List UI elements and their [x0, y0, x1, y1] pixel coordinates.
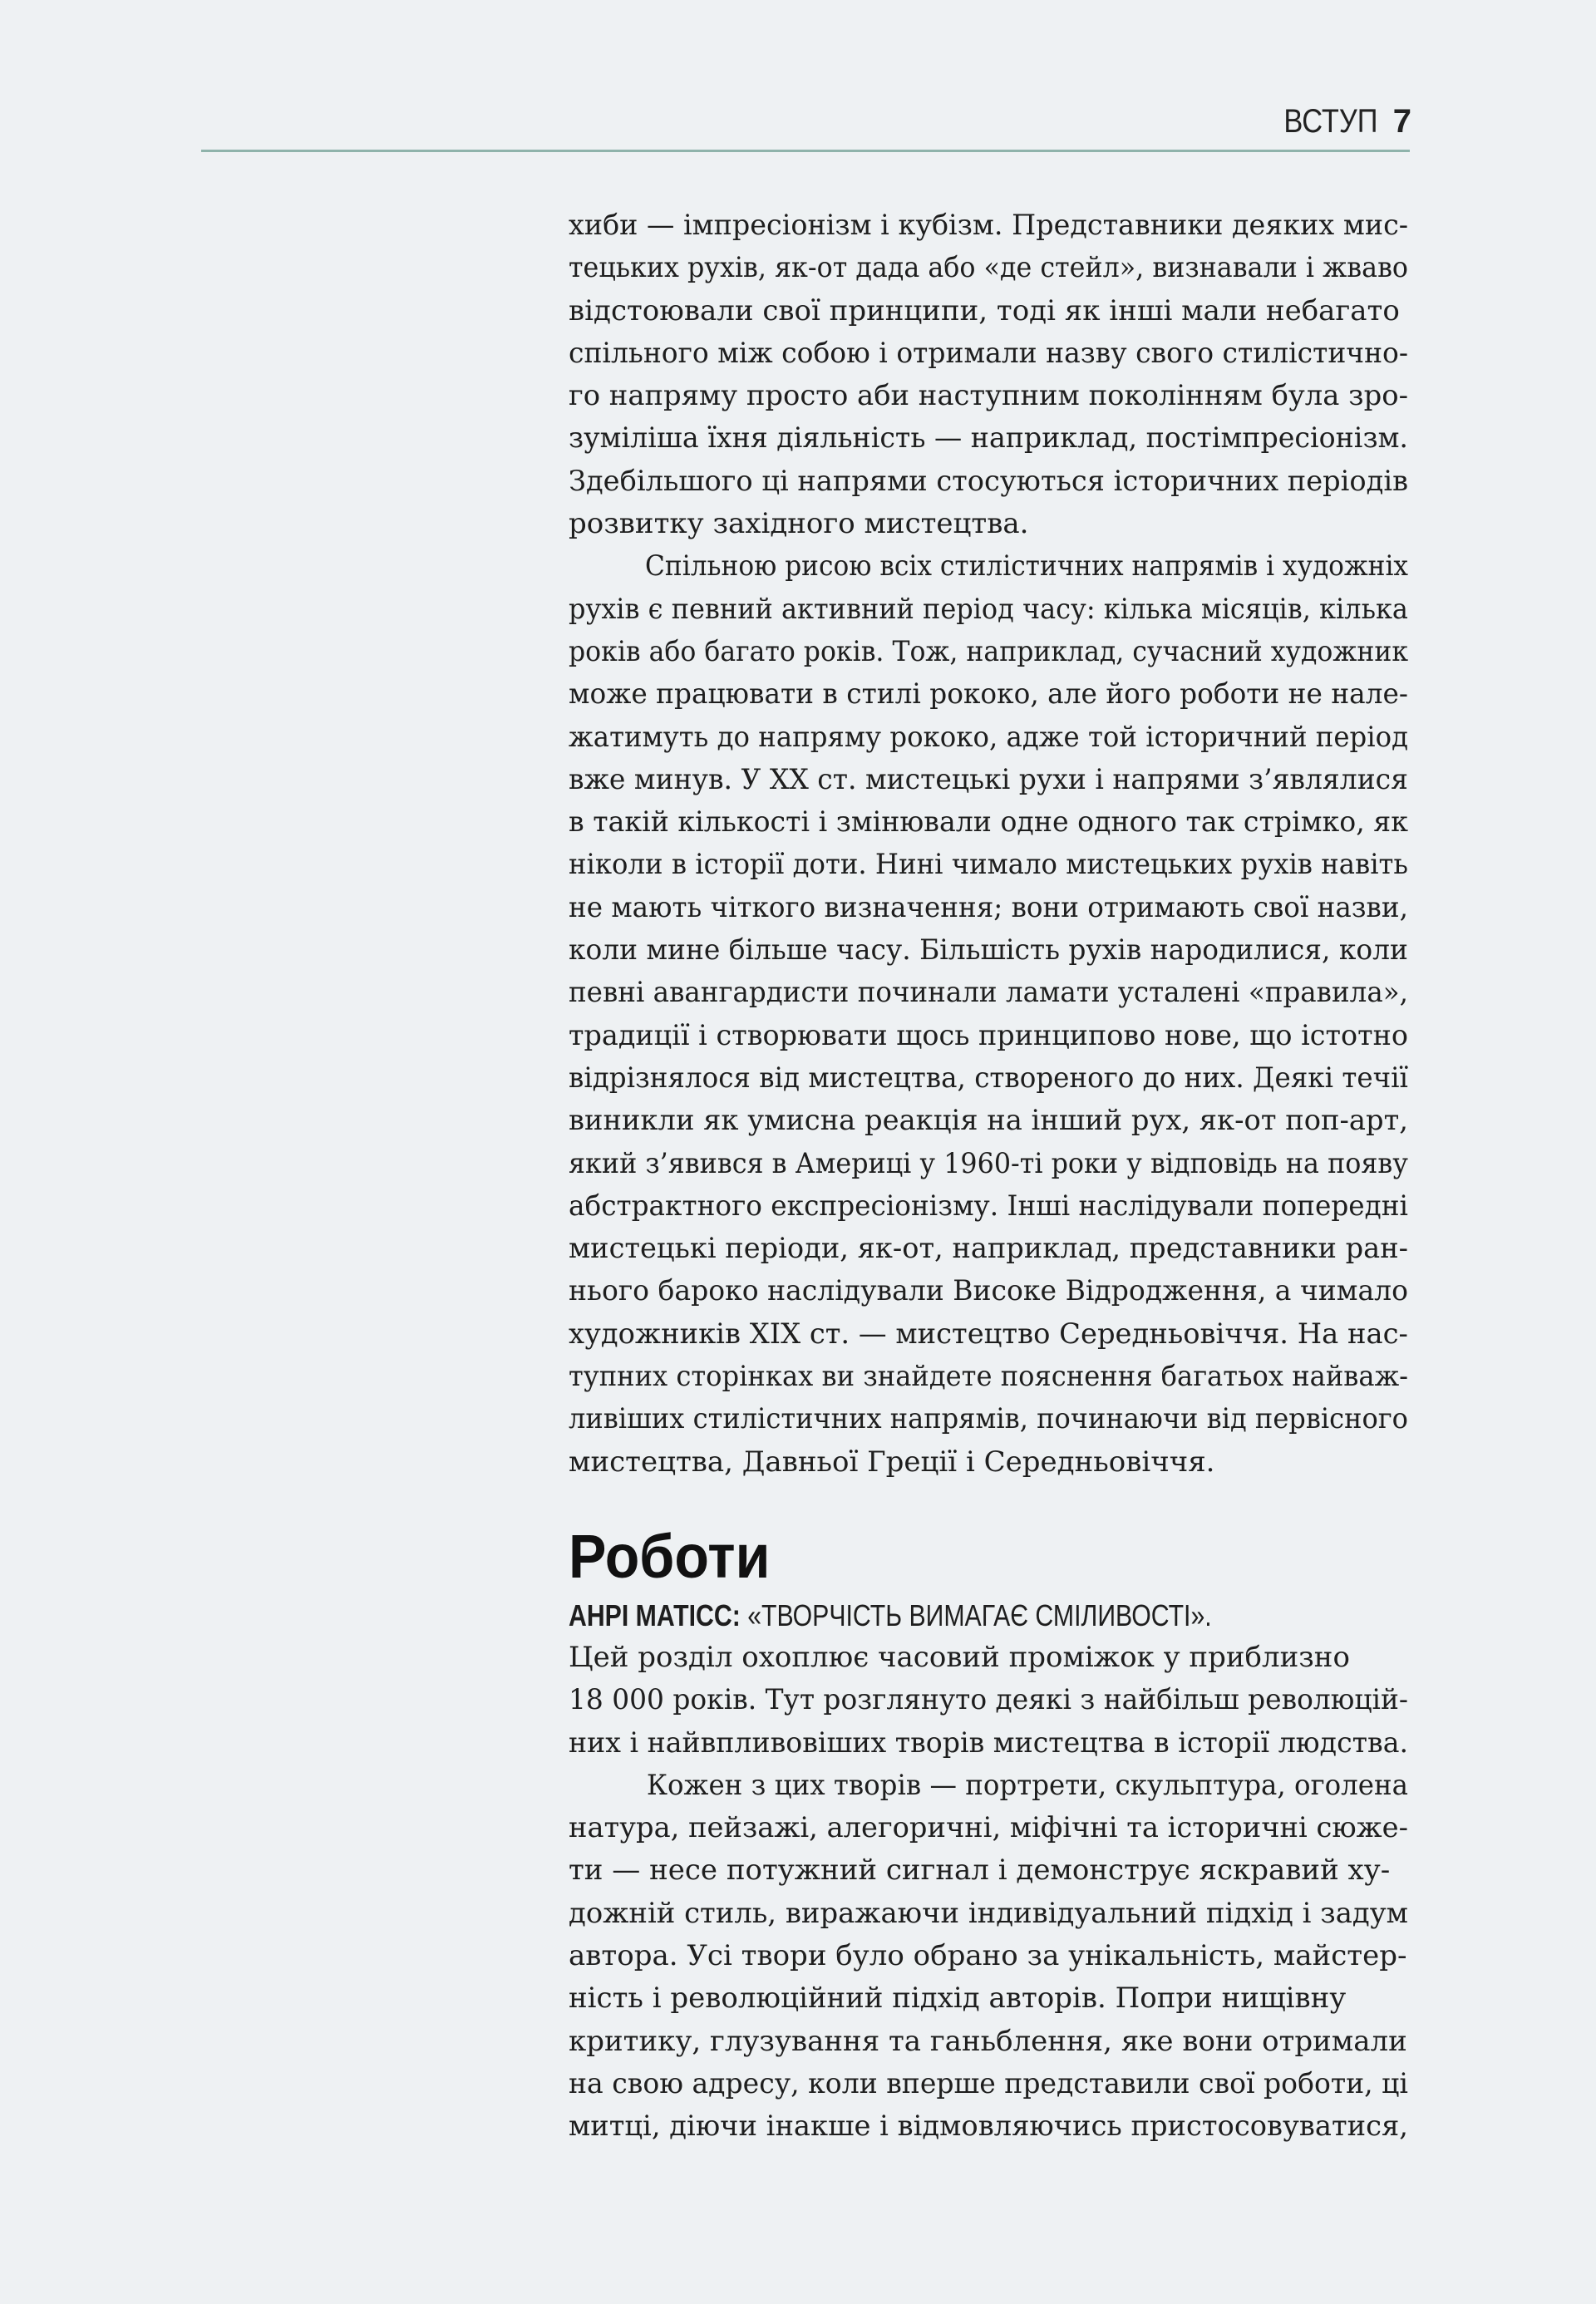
works-paragraph-2 — [569, 1765, 1408, 2149]
text-line: ливіших стилістичних напрямів, починаючи від первісного — [569, 1402, 1408, 1436]
page-number: 7 — [1392, 103, 1411, 140]
text-line: натура, пейзажі, алегоричні, міфічні та історичні сюже- — [569, 1811, 1408, 1845]
text-line: Кожен з цих творів — портрети, скульптура, оголена — [646, 1768, 1409, 1802]
text-line: абстрактного експресіонізму. Інші наслідували попередні — [569, 1189, 1409, 1223]
text-line: зуміліша їхня діяльність — наприклад, постімпресіонізм. — [569, 421, 1408, 455]
text-line: Цей розділ охоплює часовий проміжок у приблизно — [569, 1640, 1350, 1674]
text-line: відстоювали свої принципи, тоді як інші мали небагато — [569, 293, 1400, 327]
section-heading: Роботи — [569, 1521, 771, 1591]
text-line: го напряму просто аби наступним поколінням була зро- — [569, 379, 1408, 413]
text-line: Здебільшого ці напрями стосуються історичних періодів — [569, 464, 1409, 498]
text-line: Спільною рисою всіх стилістичних напрямів і художніх — [645, 549, 1409, 583]
text-line: коли мине більше часу. Більшість рухів народилися, коли — [569, 933, 1408, 967]
text-line: ніколи в історії доти. Нині чимало мистецьких рухів навіть — [569, 848, 1409, 882]
text-line: спільного між собою і отримали назву свого стилістично- — [569, 336, 1409, 370]
text-line: 18 000 років. Тут розглянуто деякі з найбільш революцій- — [569, 1683, 1408, 1717]
section-title: ВСТУП — [1283, 103, 1378, 140]
text-line: в такій кількості і змінювали одне одного так стрімко, як — [569, 805, 1408, 839]
text-column — [569, 204, 1408, 2148]
text-line: них і найвпливовіших творів мистецтва в історії людства. — [569, 1726, 1409, 1760]
works-paragraph-1 — [569, 1637, 1408, 1765]
text-line: ність і революційний підхід авторів. Попри нищівну — [569, 1982, 1347, 2016]
text-line: рухів є певний активний період часу: кілька місяців, кілька — [569, 592, 1408, 626]
text-line: ти — несе потужний сигнал і демонструє яскравий ху- — [569, 1854, 1391, 1888]
text-line: традиції і створювати щось принципово нове, що істотно — [569, 1018, 1408, 1052]
text-line: виникли як умисна реакція на інший рух, як-от поп-арт, — [569, 1104, 1408, 1138]
text-line: художників XIX ст. — мистецтво Середньовіччя. На нас- — [569, 1317, 1408, 1351]
text-line: автора. Усі твори було обрано за унікальність, майстер- — [569, 1938, 1407, 1972]
text-line: не мають чіткого визначення; вони отримають свої назви, — [569, 890, 1408, 924]
text-line: нього бароко наслідували Високе Відродження, а чимало — [569, 1274, 1409, 1308]
intro-paragraph-2 — [569, 545, 1408, 1484]
text-line: критику, глузування та ганьблення, яке вони отримали — [569, 2024, 1407, 2058]
running-header — [1268, 98, 1411, 145]
text-line: жатимуть до напряму рококо, адже той історичний період — [569, 720, 1409, 754]
quote-text: «ТВОРЧІСТЬ ВИМАГАЄ СМІЛИВОСТІ». — [740, 1598, 1212, 1632]
text-line: дожній стиль, виражаючи індивідуальний підхід і задум — [569, 1896, 1409, 1930]
text-line: розвитку західного мистецтва. — [569, 507, 1029, 541]
text-line: хиби — імпресіонізм і кубізм. Представники деяких мис- — [569, 209, 1409, 242]
text-line: вже минув. У XX ст. мистецькі рухи і напрями з’являлися — [569, 762, 1408, 796]
text-line: мистецтва, Давньої Греції і Середньовіччя. — [569, 1445, 1215, 1479]
epigraph-quote — [569, 1595, 1273, 1637]
text-line: тупних сторінках ви знайдете пояснення багатьох найваж- — [569, 1360, 1409, 1394]
text-line: років або багато років. Тож, наприклад, сучасний художник — [569, 634, 1409, 668]
text-line: тецьких рухів, як-от дада або «де стейл», визнавали і жваво — [569, 251, 1409, 285]
intro-paragraph-1 — [569, 204, 1408, 545]
text-line: може працювати в стилі рококо, але його роботи не нале- — [569, 677, 1408, 711]
text-line: мистецькі періоди, як-от, наприклад, представники ран- — [569, 1232, 1409, 1266]
text-line: відрізнялося від мистецтва, створеного до них. Деякі течії — [569, 1061, 1408, 1095]
header-rule — [201, 150, 1410, 152]
text-line: певні авангардисти починали ламати усталені «правила», — [569, 976, 1408, 1010]
text-line: який з’явився в Америці у 1960-ті роки у відповідь на появу — [569, 1146, 1408, 1180]
quote-author: АНРІ МАТІСС: — [569, 1598, 741, 1632]
text-line: митці, діючи інакше і відмовляючись пристосовуватися, — [569, 2110, 1408, 2144]
text-line: на свою адресу, коли вперше представили свої роботи, ці — [569, 2066, 1408, 2100]
